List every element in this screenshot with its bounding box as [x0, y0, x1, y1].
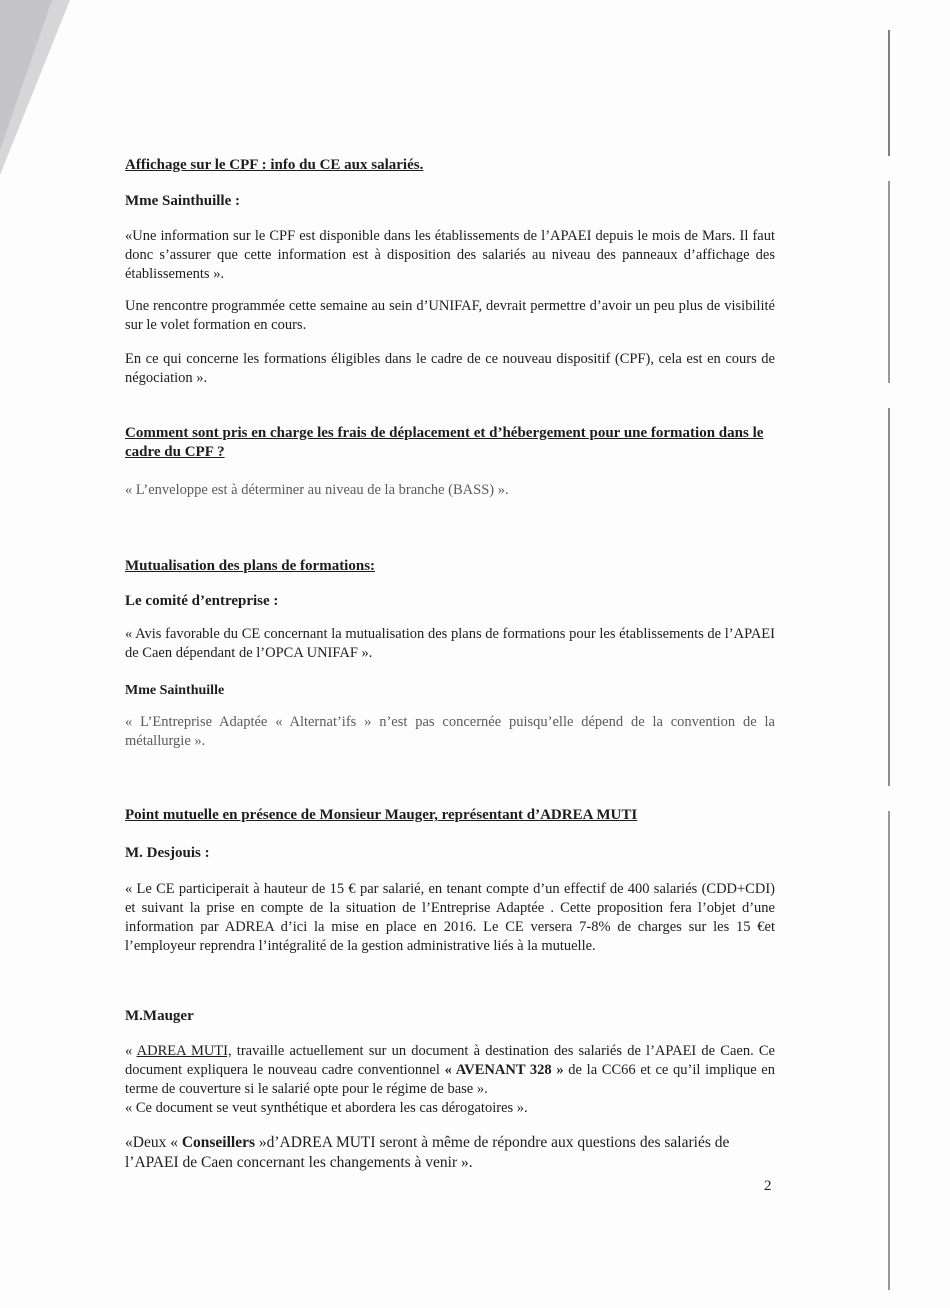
paragraph-adrea-document	[125, 1042, 775, 1118]
heading-cpf-display: Affichage sur le CPF : info du CE aux salariés.	[125, 157, 424, 173]
scan-edge-line	[888, 30, 890, 1290]
org-name-adrea: ADREA MUTI,	[136, 1043, 232, 1059]
speaker-sainthuille-1: Mme Sainthuille :	[125, 193, 240, 209]
speaker-mauger: M.Mauger	[125, 1008, 194, 1024]
heading-travel-costs: Comment sont pris en charge les frais de déplacement et d’hébergement pour une formation dans le cadre du CPF ?	[125, 425, 764, 460]
avenant-328: « AVENANT 328 »	[444, 1062, 564, 1078]
paragraph-advisors	[125, 1133, 775, 1173]
speaker-desjouis	[125, 844, 775, 863]
paragraph-unifaf-meeting: Une rencontre programmée cette semaine au sein d’UNIFAF, devrait permettre d’avoir un peu plus de visibilité sur le volet formation en cours.	[125, 298, 775, 333]
folded-corner-shadow	[0, 0, 52, 150]
heading-mutual-insurance: Point mutuelle en présence de Monsieur Mauger, représentant d’ADREA MUTI	[125, 807, 638, 823]
advisors-bold: Conseillers	[181, 1134, 256, 1151]
advisors-part-a: «Deux «	[125, 1134, 182, 1151]
paragraph-ce-contribution: « Le CE participerait à hauteur de 15 € par salarié, en tenant compte d’un effectif de 400 salariés (CDD+CDI) et suivant la prise en compte de la situation de l’Entreprise Adaptée . Cette proposition fera l’objet d’une information par ADREA d’ici la mise en place en 2016. Le CE versera 7-8% de charges sur les 15 €et l’employeur reprendra l’intégralité de la gestion administrative liés à la mutuelle.	[125, 881, 775, 954]
heading-training-pooling: Mutualisation des plans de formations:	[125, 558, 376, 574]
page-number: 2	[764, 1178, 772, 1194]
paragraph-eligible-trainings: En ce qui concerne les formations éligibles dans le cadre de ce nouveau dispositif (CPF), cela est en cours de négociation ».	[125, 351, 775, 386]
speaker-sainthuille-2: Mme Sainthuille	[125, 683, 225, 698]
text-part-a: travaille actuellement sur un document à destination des salariés de l’APAEI de Caen. Ce document expliquera le nouveau cadre conventionnel	[125, 1043, 775, 1078]
advisors-part-b: »d’ADREA MUTI seront à même de répondre aux questions des salariés de l’APAEI de Caen concernant les changements à venir ».	[125, 1134, 730, 1171]
speaker-works-council: Le comité d’entreprise :	[125, 593, 279, 609]
paragraph-favorable-opinion: « Avis favorable du CE concernant la mutualisation des plans de formations pour les établissements de l’APAEI de Caen dépendant de l’OPCA UNIFAF ».	[125, 626, 775, 661]
quote-open: «	[125, 1043, 137, 1059]
paragraph-adapted-company: « L’Entreprise Adaptée « Alternat’ifs » n’est pas concernée puisqu’elle dépend de la convention de la métallurgie ».	[125, 714, 775, 749]
text-synthetic-doc: « Ce document se veut synthétique et abordera les cas dérogatoires ».	[125, 1100, 528, 1116]
paragraph-cpf-info: «Une information sur le CPF est disponible dans les établissements de l’APAEI depuis le mois de Mars. Il faut donc s’assurer que cette information est à disposition des salariés au niveau des panneaux d’affichage des établissements ».	[125, 228, 775, 282]
text-part-b: de la CC66 et ce qu’il implique en terme de couverture si le salarié opte pour le régime de base ».	[125, 1062, 775, 1097]
paragraph-travel-envelope: « L’enveloppe est à déterminer au niveau de la branche (BASS) ».	[125, 482, 509, 498]
speaker-desjouis-label: M. Desjouis :	[125, 845, 210, 861]
